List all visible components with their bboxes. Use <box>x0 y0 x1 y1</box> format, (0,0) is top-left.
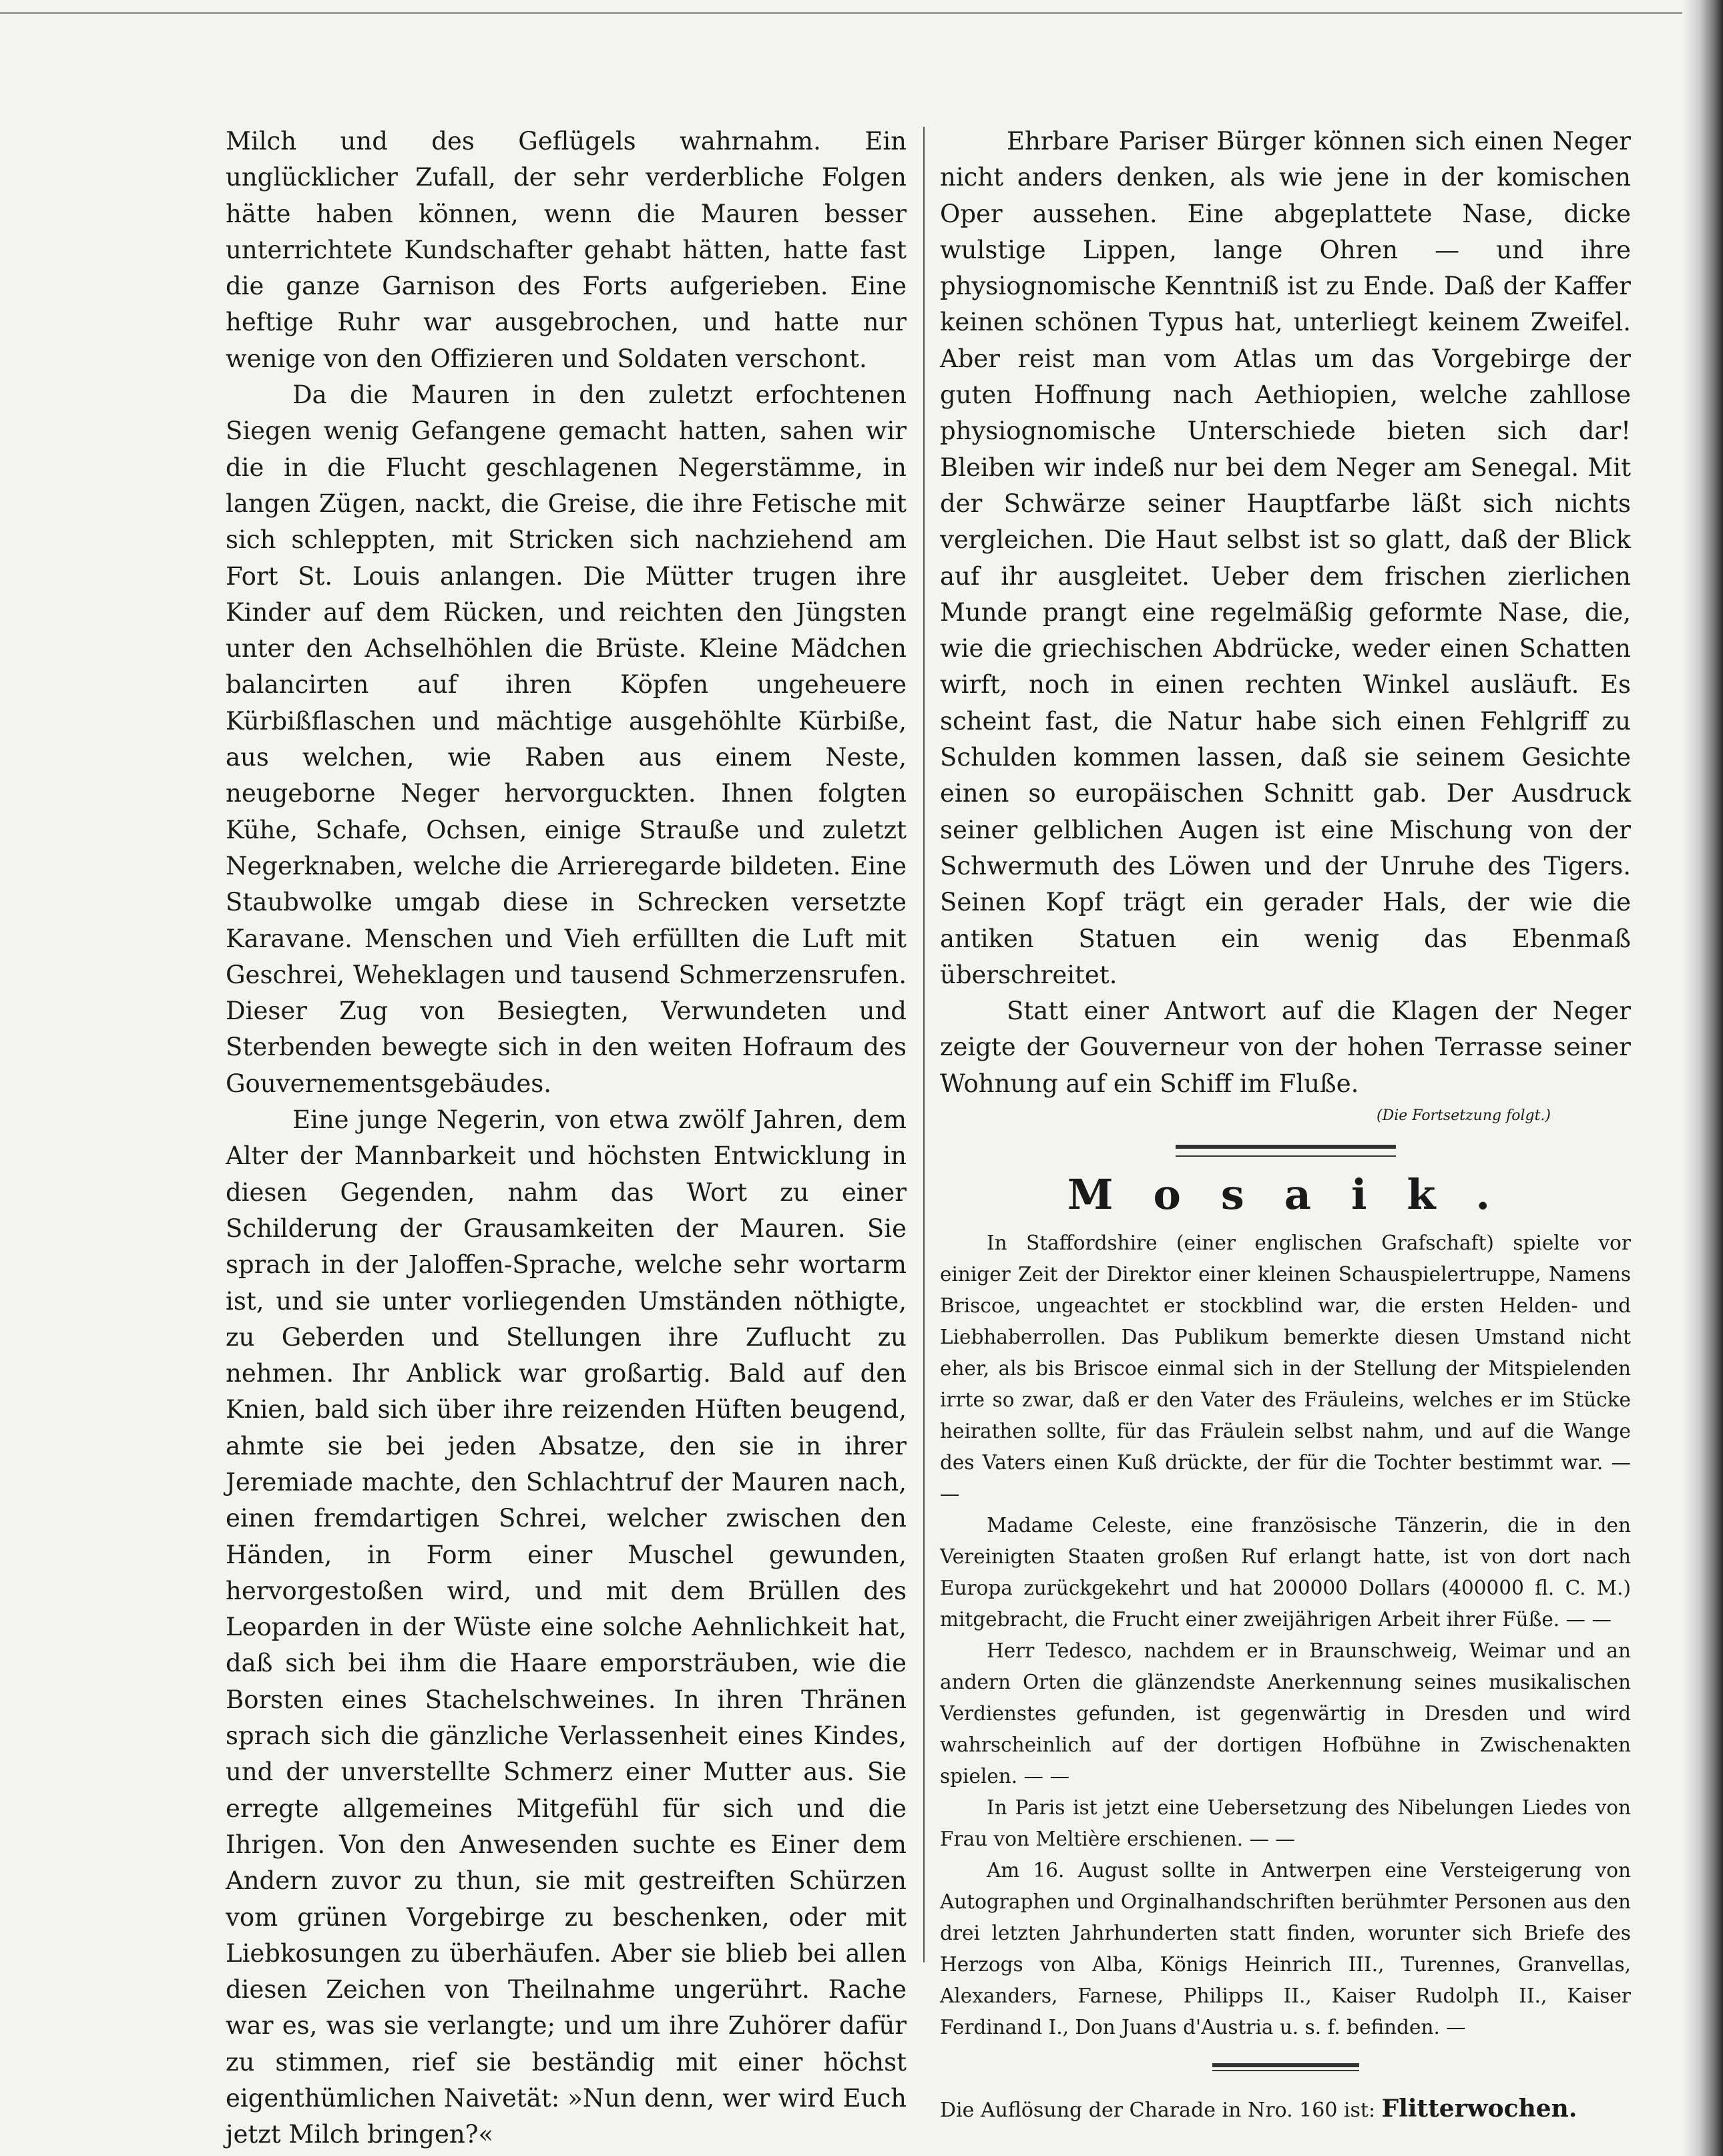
charade-answer <box>940 2095 1631 2124</box>
page-edge-shadow <box>1683 0 1723 2156</box>
end-rule-thick <box>1212 2063 1359 2067</box>
mosaik-item-4: In Paris ist jetzt eine Uebersetzung des Nibelungen Liedes von Frau von Meltière erschienen. — — <box>940 1796 1631 1851</box>
right-paragraph-2: Statt einer Antwort auf die Klagen der Neger zeigte der Gouverneur von der hohen Terrasse seiner Wohnung auf ein Schiff im Fluße. <box>940 997 1631 1098</box>
left-paragraph-1: Milch und des Geflügels wahrnahm. Ein unglücklicher Zufall, der sehr verderbliche Folgen hätte haben können, wenn die Mauren besser unterrichtete Kundschafter gehabt hätten, hatte fast die ganze Garnison des Forts aufgerieben. Eine heftige Ruhr war ausgebrochen, und hatte nur wenige von den Offizieren und Soldaten verschont. <box>226 127 907 373</box>
end-rule-thin <box>1212 2070 1359 2071</box>
mosaik-section <box>940 1228 1631 2043</box>
section-rule-thick <box>1176 1145 1396 1149</box>
right-paragraph-1: Ehrbare Pariser Bürger können sich einen Neger nicht anders denken, als wie jene in der komischen Oper aussehen. Eine abgeplattete Nase, dicke wulstige Lippen, lange Ohren — und ihre physiognomische Kenntniß ist zu Ende. Daß der Kaffer keinen schönen Typus hat, unterliegt keinem Zweifel. Aber reist man vom Atlas um das Vorgebirge der guten Hoffnung nach Aethiopien, welche zahllose physiognomische Unterschiede bieten sich dar! Bleiben wir indeß nur bei dem Neger am Senegal. Mit der Schwärze seiner Hauptfarbe läßt sich nichts vergleichen. Die Haut selbst ist so glatt, daß der Blick auf ihr ausgleitet. Ueber dem frischen zierlichen Munde prangt eine regelmäßig geformte Nase, die, wie die griechischen Abdrücke, weder einen Schatten wirft, noch in einen rechten Winkel ausläuft. Es scheint fast, die Natur habe sich einen Fehlgriff zu Schulden kommen lassen, daß sie seinem Gesichte einen so europäischen Schnitt gab. Der Ausdruck seiner gelblichen Augen ist eine Mischung von der Schwermuth des Löwen und der Unruhe des Tigers. Seinen Kopf trägt ein gerader Hals, der wie die antiken Statuen ein wenig das Ebenmaß überschreitet. <box>940 127 1631 989</box>
section-rule-thin <box>1176 1155 1396 1157</box>
top-edge-line <box>0 12 1682 14</box>
mosaik-item-3: Herr Tedesco, nachdem er in Braunschweig, Weimar und an andern Orten die glänzendste Anerkennung seines musikalischen Verdienstes gefunden, ist gegenwärtig in Dresden und wird wahrscheinlich auf der dortigen Hofbühne in Zwischenakten spielen. — — <box>940 1639 1631 1788</box>
mosaik-item-1: In Staffordshire (einer englischen Grafschaft) spielte vor einiger Zeit der Direktor einer kleinen Schauspielertruppe, Namens Briscoe, ungeachtet er stockblind war, die ersten Helden- und Liebhaberrollen. Das Publikum bemerkte diesen Umstand nicht eher, als bis Briscoe einmal sich in der Stellung der Mitspielenden irrte so zwar, daß er den Vater des Fräuleins, welches er im Stücke heirathen sollte, für das Fräulein selbst nahm, und auf die Wange des Vaters einen Kuß drückte, der für die Tochter bestimmt war. — — <box>940 1232 1631 1506</box>
left-paragraph-3: Eine junge Negerin, von etwa zwölf Jahren, dem Alter der Mannbarkeit und höchsten Entwicklung in diesen Gegenden, nahm das Wort zu einer Schilderung der Grausamkeiten der Mauren. Sie sprach in der Jaloffen-Sprache, welche sehr wortarm ist, und sie unter vorliegenden Umständen nöthigte, zu Geberden und Stellungen ihre Zuflucht zu nehmen. Ihr Anblick war großartig. Bald auf den Knien, bald sich über ihre reizenden Hüften beugend, ahmte sie bei jeden Absatze, den sie in ihrer Jeremiade machte, den Schlachtruf der Mauren nach, einen fremdartigen Schrei, welcher zwischen den Händen, in Form einer Muschel gewunden, hervorgestoßen wird, und mit dem Brüllen des Leoparden in der Wüste eine solche Aehnlichkeit hat, daß sich bei ihm die Haare emporsträuben, wie die Borsten eines Stachelschweines. In ihren Thränen sprach sich die gänzliche Verlassenheit eines Kindes, und der unverstellte Schmerz einer Mutter aus. Sie erregte allgemeines Mitgefühl für sich und die Ihrigen. Von den Anwesenden suchte es Einer dem Andern zuvor zu thun, sie mit gestreiften Schürzen vom grünen Vorgebirge zu beschenken, oder mit Liebkosungen zu überhäufen. Aber sie blieb bei allen diesen Zeichen von Theilnahme ungerührt. Rache war es, was sie verlangte; und um ihre Zuhörer dafür zu stimmen, rief sie beständig mit einer höchst eigenthümlichen Naivetät: »Nun denn, wer wird Euch jetzt Milch bringen?« <box>226 1105 907 2149</box>
charade-answer-word: Flitterwochen. <box>1381 2095 1577 2123</box>
mosaik-heading: Mosaik. <box>1067 1170 1531 1220</box>
column-divider <box>923 127 925 1962</box>
left-paragraph-2: Da die Mauren in den zuletzt erfochtenen Siegen wenig Gefangene gemacht hatten, sahen wir die in die Flucht geschlagenen Negerstämme, in langen Zügen, nackt, die Greise, die ihre Fetische mit sich schleppten, mit Stricken sich nachziehend am Fort St. Louis anlangen. Die Mütter trugen ihre Kinder auf dem Rücken, und reichten den Jüngsten unter den Achselhöhlen die Brüste. Kleine Mädchen balancirten auf ihren Köpfen ungeheuere Kürbißflaschen und mächtige ausgehöhlte Kürbiße, aus welchen, wie Raben aus einem Neste, neugeborne Neger hervorguckten. Ihnen folgten Kühe, Schafe, Ochsen, einige Strauße und zuletzt Negerknaben, welche die Arrieregarde bildeten. Eine Staubwolke umgab diese in Schrecken versetzte Karavane. Menschen und Vieh erfüllten die Luft mit Geschrei, Weheklagen und tausend Schmerzensrufen. Dieser Zug von Besiegten, Verwundeten und Sterbenden bewegte sich in den weiten Hofraum des Gouvernementsgebäudes. <box>226 380 907 1098</box>
mosaik-item-2: Madame Celeste, eine französische Tänzerin, die in den Vereinigten Staaten großen Ruf erlangt hatte, ist von dort nach Europa zurückgekehrt und hat 200000 Dollars (400000 fl. C. M.) mitgebracht, die Frucht einer zweijährigen Arbeit ihrer Füße. — — <box>940 1514 1631 1631</box>
right-column <box>940 123 1631 2124</box>
charade-answer-prefix: Die Auflösung der Charade in Nro. 160 ist: <box>940 2099 1376 2123</box>
left-column <box>226 123 907 2153</box>
continuation-note: (Die Fortsetzung folgt.) <box>1376 1107 1551 1125</box>
mosaik-item-5: Am 16. August sollte in Antwerpen eine Versteigerung von Autographen und Orginalhandschriften berühmter Personen aus den drei letzten Jahrhunderten statt finden, worunter sich Briefe des Herzogs von Alba, Königs Heinrich III., Turennes, Granvellas, Alexanders, Farnese, Philipps II., Kaiser Rudolph II., Kaiser Ferdinand I., Don Juans d'Austria u. s. f. befinden. — <box>940 1859 1631 2039</box>
